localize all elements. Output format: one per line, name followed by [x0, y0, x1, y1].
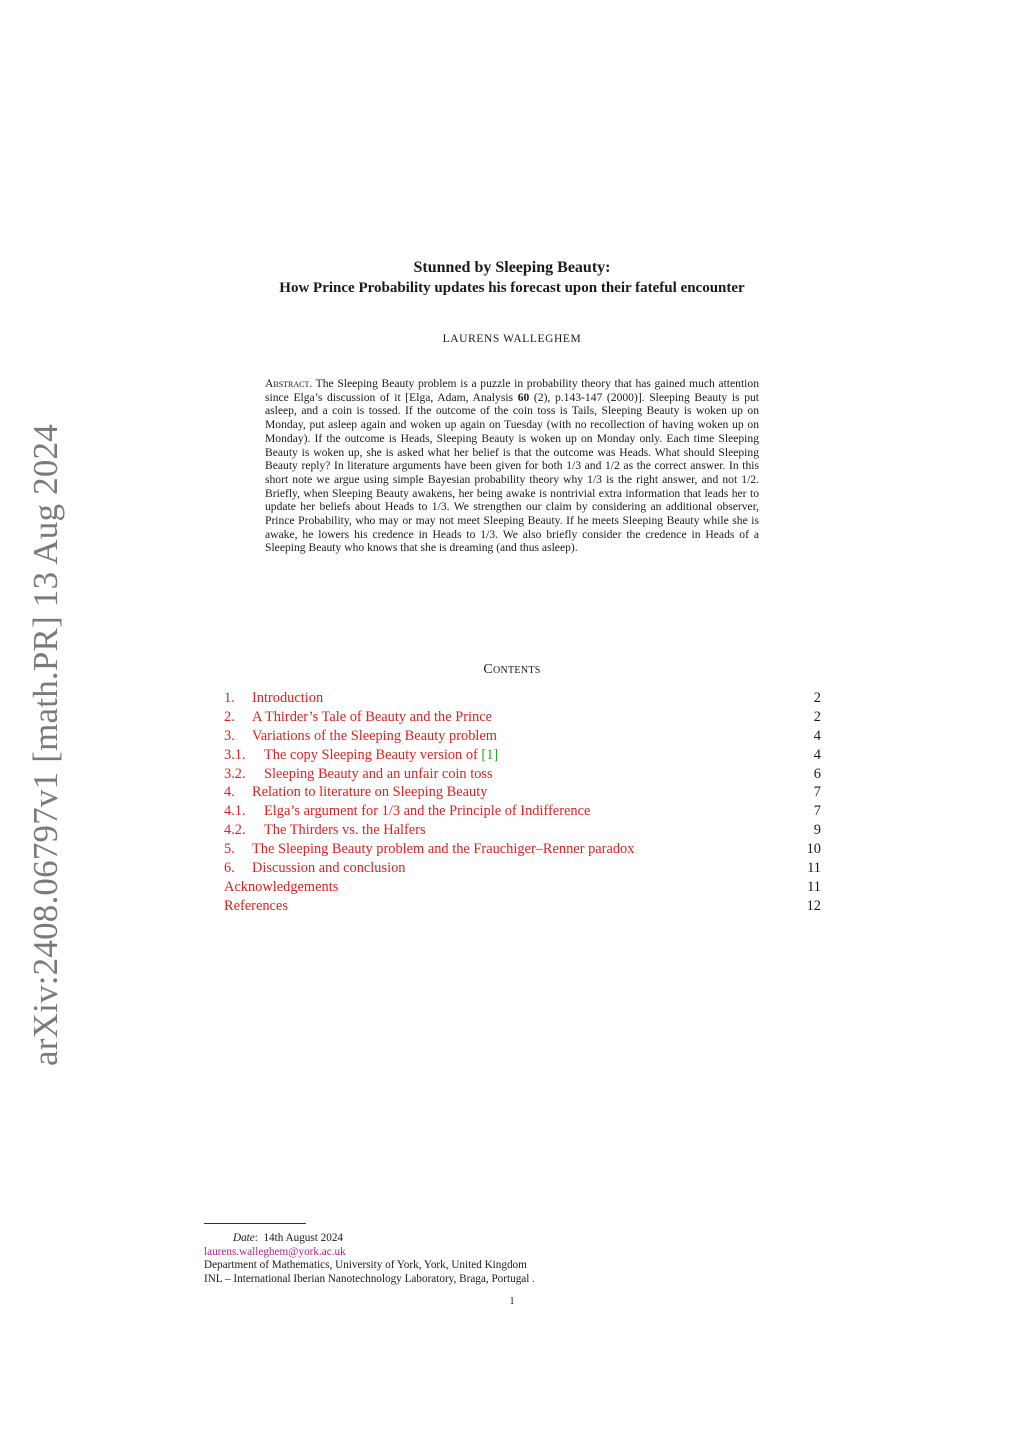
toc-entry-number: 2.: [224, 708, 235, 725]
toc-entry-relation-literature[interactable]: [224, 783, 821, 802]
toc-entry-variations[interactable]: [224, 727, 821, 746]
toc-entry-number: 3.2.: [224, 765, 246, 782]
abstract-text-part-1: The Sleeping Beauty problem is a puzzle in probability theory that has gained much attention since Elga’s discussion of it [Elga, Adam, Analysis: [265, 377, 759, 404]
toc-entry-number: 1.: [224, 690, 235, 706]
toc-entry-page: 7: [813, 784, 821, 801]
toc-entry-page: 2: [813, 690, 821, 706]
toc-entry-references[interactable]: [224, 897, 821, 916]
abstract: [265, 377, 759, 555]
affiliation-york: Department of Mathematics, University of York, York, United Kingdom: [204, 1259, 527, 1272]
abstract-volume-bold: 60: [517, 390, 530, 404]
toc-entry-number: 3.: [224, 727, 235, 744]
toc-entry-copy-version[interactable]: [224, 746, 821, 765]
toc-entry-title: Acknowledgements: [224, 878, 339, 895]
toc-entry-title: References: [224, 897, 288, 914]
toc-entry-introduction[interactable]: [224, 689, 821, 708]
date-value: 14th August 2024: [263, 1232, 344, 1244]
toc-entry-title: Relation to literature on Sleeping Beauty: [252, 784, 488, 801]
toc-entry-title: Discussion and conclusion: [252, 860, 406, 877]
footnote-rule: [204, 1223, 306, 1224]
toc-entry-title: Variations of the Sleeping Beauty problem: [252, 727, 497, 744]
table-of-contents: [224, 689, 821, 916]
toc-entry-unfair-coin[interactable]: [224, 765, 821, 784]
toc-entry-acknowledgements[interactable]: [224, 878, 821, 897]
toc-entry-title: The copy Sleeping Beauty version of: [264, 746, 482, 763]
toc-entry-number: 4.: [224, 784, 235, 801]
paper-title-block: [0, 258, 1024, 298]
toc-entry-thirders-vs-halfers[interactable]: [224, 821, 821, 840]
toc-entry-page: 4: [813, 727, 821, 744]
toc-entry-title: A Thirder’s Tale of Beauty and the Prince: [252, 708, 492, 725]
paper-subtitle: How Prince Probability updates his forecast upon their fateful encounter: [279, 280, 745, 296]
toc-entry-page: 10: [806, 841, 821, 858]
toc-entry-page: 11: [807, 860, 821, 877]
toc-entry-number: 3.1.: [224, 746, 246, 763]
toc-entry-page: 6: [813, 765, 821, 782]
toc-entry-page: 9: [813, 822, 821, 839]
abstract-label: Abstract.: [265, 377, 313, 390]
toc-entry-number: 4.1.: [224, 803, 246, 820]
affiliation-inl: INL – International Iberian Nanotechnology Laboratory, Braga, Portugal .: [204, 1273, 535, 1286]
abstract-text-part-2: (2), p.143-147 (2000)]. Sleeping Beauty is put asleep, and a coin is tossed. If the outcome of the coin toss is Tails, Sleeping Beauty is woken up on Monday, put asleep again and woken up again on Tuesday (with no recollection of having woken up on Monday). If the outcome is Heads, Sleeping Beauty is woken up on Monday only. Each time Sleeping Beauty is woken up, she is asked what her belief is that the outcome was Heads. What should Sleeping Beauty reply? In literature arguments have been given for both 1/3 and 1/2 as the correct answer. In this short note we argue using simple Bayesian probability theory why 1/3 is the right answer, and not 1/2. Briefly, when Sleeping Beauty awakens, her being awake is nontrivial extra information that leads her to update her beliefs about Heads to 1/3. We strengthen our claim by considering an additional observer, Prince Probability, who may or may not meet Sleeping Beauty. If he meets Sleeping Beauty while she is awake, he lowers his credence in Heads to 1/3. We also briefly consider the credence in Heads of a Sleeping Beauty who knows that she is dreaming (and thus asleep).: [265, 390, 760, 555]
toc-entry-number: 5.: [224, 841, 235, 858]
paper-title: Stunned by Sleeping Beauty:: [413, 259, 611, 276]
toc-entry-page: 4: [813, 746, 821, 763]
author-email-link[interactable]: laurens.walleghem@york.ac.uk: [204, 1245, 346, 1258]
toc-entry-title: Introduction: [252, 690, 324, 706]
date-label: Date: [233, 1232, 255, 1244]
toc-entry-number: 6.: [224, 860, 235, 877]
page-number: 1: [509, 1296, 515, 1307]
contents-heading: Contents: [483, 662, 541, 677]
toc-entry-page: 2: [813, 708, 821, 725]
toc-entry-discussion[interactable]: [224, 859, 821, 878]
date-separator: :: [254, 1232, 258, 1244]
arxiv-identifier-text: arXiv:2408.06797v1 [math.PR] 13 Aug 2024: [26, 424, 65, 1066]
toc-entry-frauchiger-renner[interactable]: [224, 840, 821, 859]
toc-entry-page: 12: [806, 897, 821, 914]
arxiv-identifier-stamp: [6, 425, 86, 1065]
toc-entry-title: Elga’s argument for 1/3 and the Principle of Indifference: [264, 803, 591, 820]
author-name: LAURENS WALLEGHEM: [442, 333, 582, 345]
footnotes: [204, 1232, 535, 1287]
toc-entry-title: The Sleeping Beauty problem and the Frauchiger–Renner paradox: [252, 841, 635, 858]
toc-entry-elga-argument[interactable]: [224, 802, 821, 821]
toc-entry-title: The Thirders vs. the Halfers: [264, 822, 426, 839]
toc-entry-thirders-tale[interactable]: [224, 708, 821, 727]
citation-link[interactable]: [1]: [481, 746, 499, 763]
toc-entry-page: 11: [807, 878, 821, 895]
footnote-date: [204, 1232, 535, 1246]
toc-entry-title: Sleeping Beauty and an unfair coin toss: [264, 765, 493, 782]
toc-entry-page: 7: [813, 803, 821, 820]
toc-entry-number: 4.2.: [224, 822, 246, 839]
